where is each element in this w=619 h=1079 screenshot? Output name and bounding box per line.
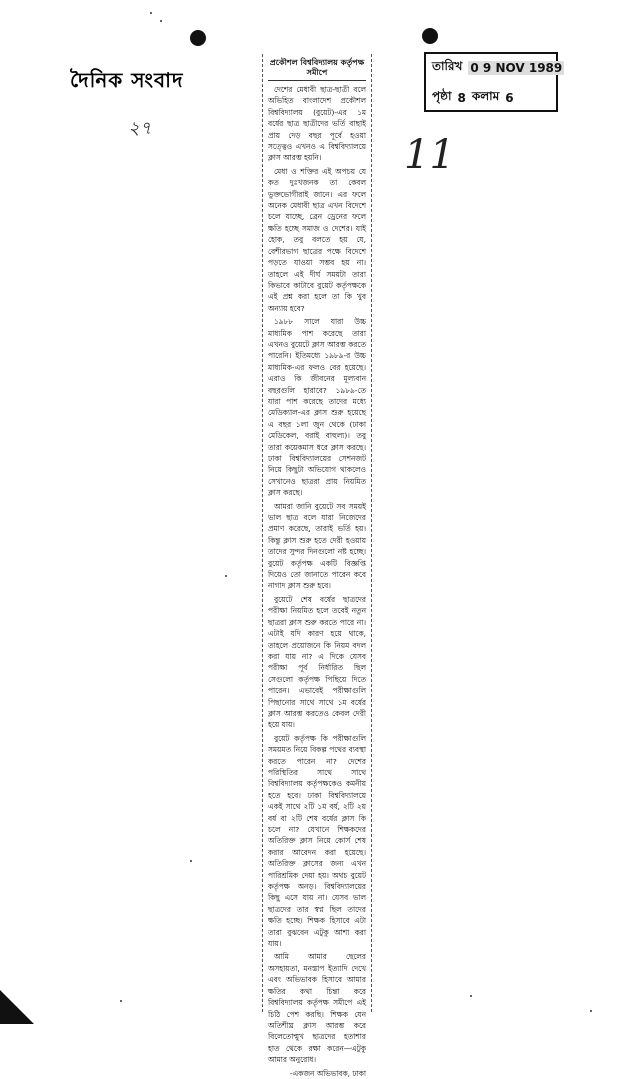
- stamp-date-value: 0 9 NOV 1989: [470, 61, 563, 75]
- stamp-page-value: 8: [457, 91, 466, 105]
- newspaper-masthead: দৈনিক সংবাদ: [70, 68, 184, 92]
- clipping-paragraph: আমরা জানি বুয়েটে সব সময়ই ভাল ছাত্র বলে যারা নিজেদের প্রমাণ করেছে, তারাই ভর্তি হয়। কিন্তু ক্লাস শুরু হতে দেরী হওয়ায় তাদের সুন্দর দিনগুলো নষ্ট হচ্ছে। বুয়েট কর্তৃপক্ষ একটি বিজ্ঞপ্তি দিয়েও তো জানাতে পারেন কবে নাগাদ ক্লাস শুরু হবে।: [268, 501, 366, 591]
- scan-speck: [160, 20, 162, 22]
- scan-speck: [190, 860, 192, 862]
- clipping-paragraph: বুয়েটে শেষ বর্ষের ছাত্রদের পরীক্ষা নিয়মিত হলে তবেই নতুন ছাত্ররা ক্লাস শুরু করতে পারে না। এটাই যদি কারণ হয়ে থাকে, তাহলে প্রয়োজনে কি নিয়ম বদল করা যায় না? এ দিকে যেসব পরীক্ষা পূর্ব নির্ধারিত ছিল সেগুলো কর্তৃপক্ষ পিছিয়ে দিতে পারেন। এভাবেই পরীক্ষাগুলি পিছানোর সাথে সাথে ১ম বর্ষের ক্লাস আরম্ভ করতেও কেবল দেরী হয়ে যায়।: [268, 594, 366, 730]
- stamp-column-value: 6: [505, 91, 514, 105]
- stamp-page-row: [432, 88, 550, 108]
- clipping-paragraph: ১৯৮৮ সালে যারা উচ্চ মাধ্যমিক পাশ করেছে তারা এখনও বুয়েটে ক্লাস আরম্ভ করতে পারেনি। ইতিমধ্যে ১৯৮৯-র উচ্চ মাধ্যমিক-এর ফলও বের হয়েছে। এরাও কি জীবনের মূল্যবান বছরগুলি হারাবে? ১৯৮৯-তে যারা পাশ করেছে তাদের মধ্যে মেডিক্যাল-এর ক্লাস শুরু হয়েছে এ বছর ১লা জুন থেকে (ঢাকা মেডিকেল, বরাই বাহুল্য)। তবু তারা কয়েকমাস ধরে ক্লাস করছে। ঢাকা বিশ্ববিদ্যালয়ের সেশনজট নিয়ে কিছুটা অভিযোগ থাকলেও সেখানেও ছাত্ররা প্রায় নিয়মিত ক্লাস করছে।: [268, 317, 366, 498]
- scan-speck: [225, 575, 227, 577]
- archive-stamp: [424, 52, 563, 112]
- clipping-paragraph: মেধা ও শক্তির এই অপচয় যে কত দুঃখজনক তা কেবল ভুক্তভোগীরাই জানে। এর ফলে অনেক মেধাবী ছাত্র এখন বিদেশে চলে যাচ্ছে, ব্রেন ড্রেনের ফলে ক্ষতি হচ্ছে সমাজ ও দেশের। যাই হোক, তবু বলতে হয় যে, বেশীরভাগ ছাত্রের পক্ষে বিদেশে পড়তে যাওয়া সম্ভব হয় না। তাহলে এই দীর্ঘ সময়টা তারা কিভাবে কাটাবে বুয়েট কর্তৃপক্ষকে এই প্রশ্ন করা হলে তা কি খুব অন্যায় হবে?: [268, 166, 366, 313]
- stamp-date-row: [432, 58, 563, 78]
- clipping-signature: -একজন অভিভাবক, ঢাকা: [289, 1068, 366, 1078]
- scan-speck: [150, 12, 152, 14]
- clipping-paragraph: দেশের মেধাবী ছাত্র-ছাত্রী বলে অভিহিত বাংলাদেশ প্রকৌশল বিশ্ববিদ্যালয় (বুয়েট)-এর ১ম বর্ষের ছাত্র ছাত্রীদের ভর্তি বাছাই প্রায় দেড় বছর পূর্বে হওয়া সত্ত্বেও এখনও এ বিশ্ববিদ্যালয়ে ক্লাস আরম্ভ হয়নি।: [268, 85, 366, 163]
- scan-speck: [590, 1010, 592, 1012]
- clipping-paragraph: আমি আমার ছেলের অসহায়তা, মনস্তাপ ইত্যাদি দেখে এবং অভিভাবক হিসাবে আমার ক্ষতির কথা চিন্তা করে বিশ্ববিদ্যালয় কর্তৃপক্ষ সমীপে এই চিঠি পেশ করছি। শিক্ষক যেন অতিশীঘ্র ক্লাস আরম্ভ করে বিলেতোন্মুখ ছাত্রদের হতাশার হাত থেকে রক্ষা করেন—এটুকু আমার অনুরোধ।: [268, 952, 366, 1065]
- stamp-page-label: পৃষ্ঠা: [432, 89, 452, 103]
- scan-corner-shadow: [0, 990, 34, 1024]
- stamp-date-label: তারিখ: [432, 59, 463, 73]
- stamp-column-label: কলাম: [471, 89, 500, 103]
- handwritten-mark: 11: [404, 132, 455, 178]
- scan-speck: [120, 1000, 122, 1002]
- clipping-headline: প্রকৌশল বিশ্ববিদ্যালয় কর্তৃপক্ষ সমীপে: [268, 58, 366, 81]
- handwritten-number: ২৭: [128, 118, 152, 139]
- newspaper-clipping: [262, 54, 372, 1078]
- clipping-paragraph: বুয়েট কর্তৃপক্ষ কি পরীক্ষাগুলি সময়মত নিয়ে বিকল্প পথের ব্যবস্থা করতে পারেন না? দেশের পরিস্থিতির সাথে সাথে বিশ্ববিদ্যালয় কর্তৃপক্ষকেও কমনীয় হতে হবে। ঢাকা বিশ্ববিদ্যালয়ে একই সাথে ২টি ১ম বর্ষ, ২টি ২য় বর্ষ বা ২টি শেষ বর্ষের ক্লাস কি চলে না? যেখানে শিক্ষকদের অতিরিক্ত ক্লাস নিয়ে কোর্স শেষ করার আবেদন করা হয়েছে। অতিরিক্ত ক্লাসের জন্য এখন পারিশ্রমিক দেয়া হয়। অথচ বুয়েট কর্তৃপক্ষ অনড়। বিশ্ববিদ্যালয়ের কিছু এসে যায় না। যেসব ভাল ছাত্রদের তার স্বপ্ন ছিল তাদের ক্ষতি হচ্ছে। শিক্ষক হিসাবে এটা তারা বুঝবেন এটুকু আশা করা যায়।: [268, 733, 366, 949]
- punch-hole-right: [422, 28, 438, 44]
- scan-speck: [470, 995, 472, 997]
- punch-hole-left: [190, 30, 206, 46]
